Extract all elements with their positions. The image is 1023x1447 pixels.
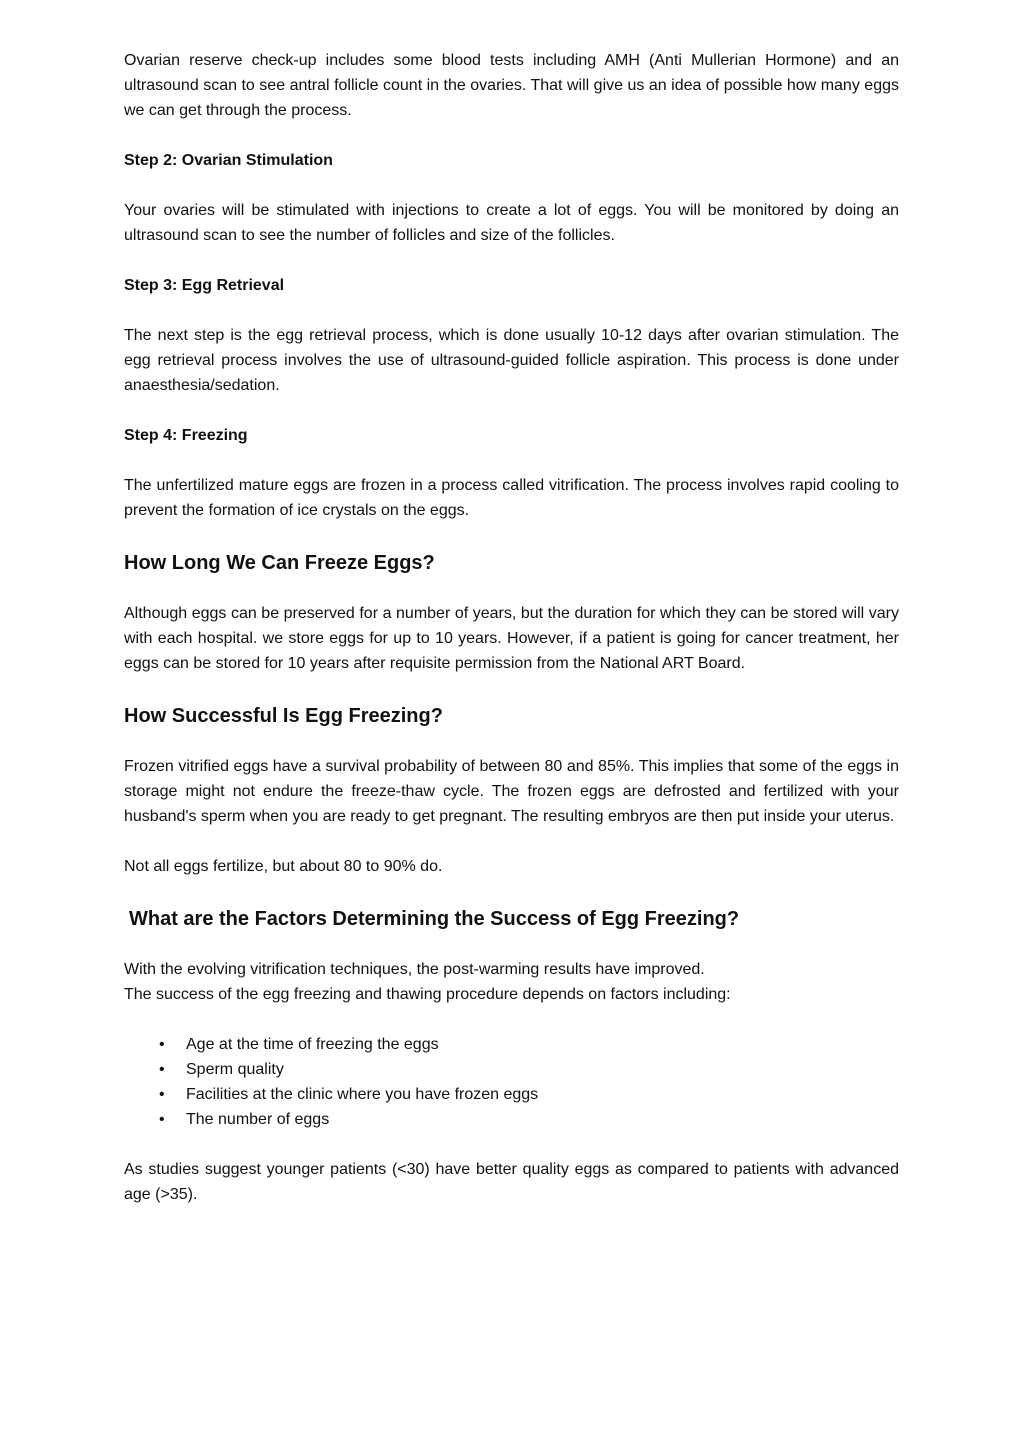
- how-long-paragraph: Although eggs can be preserved for a number of years, but the duration for which they can be stored will vary with each hospital. we store eggs for up to 10 years. However, if a patient is going for cancer treatment, her eggs can be stored for 10 years after requisite permission from the National ART Board.: [124, 605, 899, 672]
- list-item-text: Age at the time of freezing the eggs: [186, 1036, 439, 1053]
- list-item-text: Facilities at the clinic where you have frozen eggs: [186, 1086, 539, 1103]
- factors-heading: What are the Factors Determining the Success of Egg Freezing?: [129, 908, 740, 930]
- factors-intro-line-1: With the evolving vitrification techniques, the post-warming results have improved.: [124, 961, 705, 978]
- list-item-text: Sperm quality: [186, 1061, 284, 1078]
- factors-conclusion: As studies suggest younger patients (<30) have better quality eggs as compared to patients with advanced age (>35).: [124, 1161, 899, 1203]
- bullet-icon: •: [159, 1086, 165, 1103]
- bullet-icon: •: [159, 1111, 165, 1128]
- step-4-heading: Step 4: Freezing: [124, 427, 248, 444]
- intro-paragraph: Ovarian reserve check-up includes some blood tests including AMH (Anti Mullerian Hormone) and an ultrasound scan to see antral follicle count in the ovaries. That will give us an idea of possible how many eggs we can get through the process.: [124, 52, 899, 119]
- how-successful-paragraph: Frozen vitrified eggs have a survival probability of between 80 and 85%. This implies that some of the eggs in storage might not endure the freeze-thaw cycle. The frozen eggs are defrosted and fertilized with your husband's sperm when you are ready to get pregnant. The resulting embryos are then put inside your uterus.: [124, 758, 899, 825]
- list-item: [159, 1107, 899, 1132]
- list-item-text: The number of eggs: [186, 1111, 330, 1128]
- factors-list: [124, 1032, 899, 1132]
- list-item: [159, 1082, 899, 1107]
- step-2-heading: Step 2: Ovarian Stimulation: [124, 152, 333, 169]
- document-page: [124, 48, 899, 1207]
- fertilize-note: Not all eggs fertilize, but about 80 to 90% do.: [124, 858, 443, 875]
- list-item: [159, 1057, 899, 1082]
- list-item: [159, 1032, 899, 1057]
- step-2-paragraph: Your ovaries will be stimulated with injections to create a lot of eggs. You will be monitored by doing an ultrasound scan to see the number of follicles and size of the follicles.: [124, 202, 899, 244]
- how-successful-heading: How Successful Is Egg Freezing?: [124, 705, 443, 727]
- bullet-icon: •: [159, 1061, 165, 1078]
- how-long-heading: How Long We Can Freeze Eggs?: [124, 552, 435, 574]
- step-3-paragraph: The next step is the egg retrieval process, which is done usually 10-12 days after ovarian stimulation. The egg retrieval process involves the use of ultrasound-guided follicle aspiration. This process is done under anaesthesia/sedation.: [124, 327, 899, 394]
- step-3-heading: Step 3: Egg Retrieval: [124, 277, 285, 294]
- factors-intro-line-2: The success of the egg freezing and thawing procedure depends on factors including:: [124, 986, 731, 1003]
- bullet-icon: •: [159, 1036, 165, 1053]
- step-4-paragraph: The unfertilized mature eggs are frozen in a process called vitrification. The process involves rapid cooling to prevent the formation of ice crystals on the eggs.: [124, 477, 899, 519]
